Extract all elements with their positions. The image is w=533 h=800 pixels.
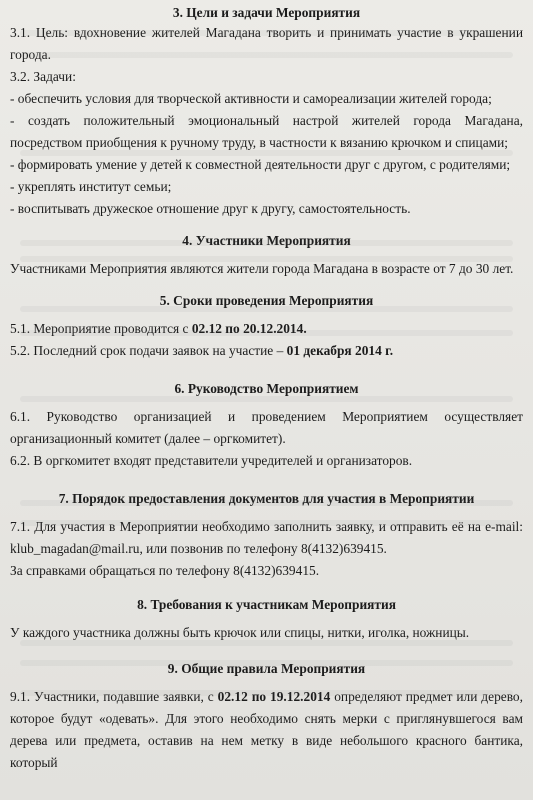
section-3-heading: 3. Цели и задачи Мероприятия	[172, 5, 361, 20]
section-5-line-2-date: 01 декабря 2014 г.	[286, 343, 394, 358]
section-6-line-1: 6.1. Руководство организацией и проведением Мероприятием осуществляет организационный комитет (далее – оргкомитет).	[10, 409, 523, 446]
section-7-line-2: За справками обращаться по телефону 8(4132)639415.	[10, 563, 320, 578]
section-5-line-2	[10, 340, 523, 362]
section-9-heading: 9. Общие правила Мероприятия	[167, 661, 366, 676]
section-3-line-4: - создать положительный эмоциональный настрой жителей города Магадана, посредством приобщения к ручному труду, в частности к вязанию крючком и спицами;	[10, 113, 523, 150]
section-8-line-1: У каждого участника должны быть крючок или спицы, нитки, иголка, ножницы.	[10, 625, 470, 640]
section-5-heading: 5. Сроки проведения Мероприятия	[159, 293, 374, 308]
section-3-line-1: 3.1. Цель: вдохновение жителей Магадана творить и принимать участие в украшении города.	[10, 25, 523, 62]
section-9-dates: 02.12 по 19.12.2014	[217, 689, 331, 704]
section-8-heading: 8. Требования к участникам Мероприятия	[137, 597, 396, 612]
section-3-line-7: - воспитывать дружеское отношение друг к другу, самостоятельность.	[10, 201, 411, 216]
section-4-heading: 4. Участники Мероприятия	[182, 233, 351, 248]
section-5-line-2-text: 5.2. Последний срок подачи заявок на участие –	[10, 343, 287, 358]
section-6-line-2: 6.2. В оргкомитет входят представители учредителей и организаторов.	[10, 453, 413, 468]
section-9-text-start: 9.1. Участники, подавшие заявки, с	[10, 689, 218, 704]
section-9-text-end: определяют предмет или дерево, которое будут «одевать». Для этого необходимо снять мерки с приглянувшегося вам дерева или предмета, оставив на нем метку в виде небольшого красного бантика, который	[10, 689, 523, 770]
section-9-paragraph	[10, 686, 523, 774]
section-5-line-1-dates: 02.12 по 20.12.2014.	[191, 321, 307, 336]
section-5-line-1-text: 5.1. Мероприятие проводится с	[10, 321, 192, 336]
section-3-line-2: 3.2. Задачи:	[10, 69, 76, 84]
section-7-line-1: 7.1. Для участия в Мероприятии необходимо заполнить заявку, и отправить её на e-mail: klub_magadan@mail.ru, или позвонив по телефону 8(4132)639415.	[10, 519, 523, 556]
section-3-line-6: - укреплять институт семьи;	[10, 179, 172, 194]
section-6-heading: 6. Руководство Мероприятием	[174, 381, 359, 396]
section-5-line-1	[10, 318, 523, 340]
section-7-heading: 7. Порядок предоставления документов для участия в Мероприятии	[58, 491, 475, 506]
section-3-line-3: - обеспечить условия для творческой активности и самореализации жителей города;	[10, 91, 492, 106]
section-3-line-5: - формировать умение у детей к совместной деятельности друг с другом, с родителями;	[10, 157, 511, 172]
section-4-line-1: Участниками Мероприятия являются жители города Магадана в возрасте от 7 до 30 лет.	[10, 261, 514, 276]
